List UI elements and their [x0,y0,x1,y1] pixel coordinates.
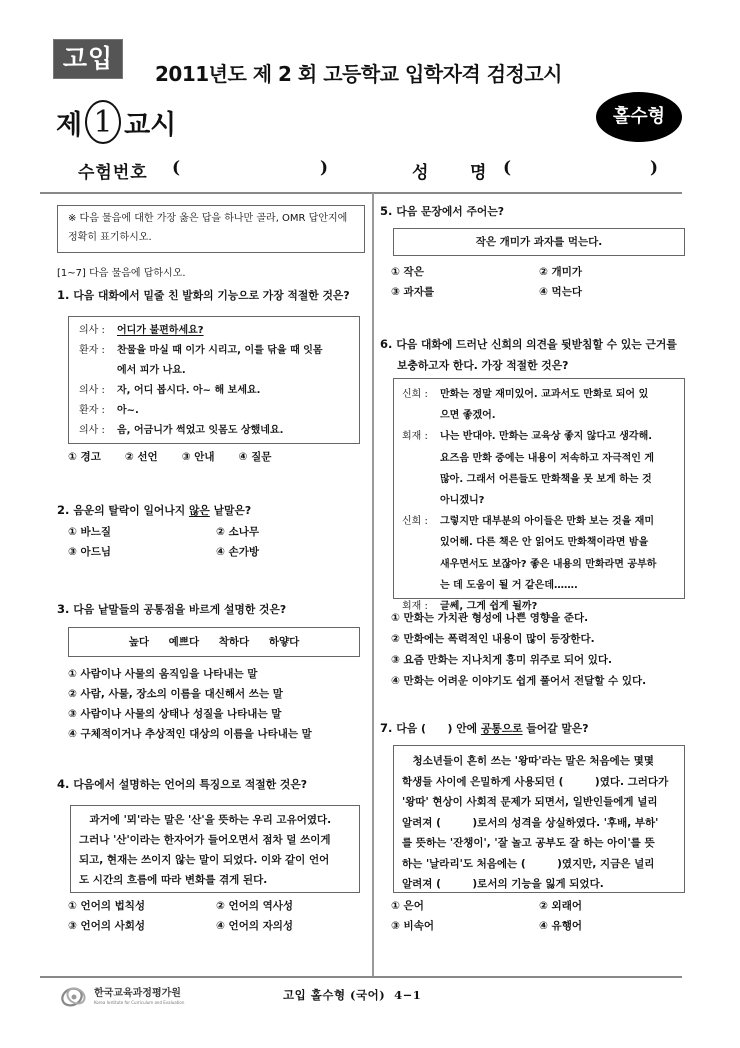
question-5-options [391,262,687,302]
question-7 [380,718,589,739]
dialogue-line [79,381,349,401]
footer-logo [60,984,184,1010]
utterance: 글쎄, 그게 쉽게 될까? [440,601,538,613]
question-5 [380,201,504,222]
utterance: 만화는 정말 재미있어. 교과서도 만화로 되어 있 [440,389,649,400]
question-3-word-box: 높다 예쁘다 착하다 하얗다 [68,627,360,657]
name-paren-close: ) [650,158,659,178]
speaker: 회재 : [402,601,428,613]
dialogue-line [79,321,349,341]
question-4 [57,774,307,795]
question-text: 다음에서 설명하는 언어의 특징으로 적절한 것은? [73,778,308,791]
question-number: 4. [57,777,70,791]
exam-title: 2011년도 제 2 회 고등학교 입학자격 검정고시 [155,62,562,86]
notice-box: ※ 다음 물음에 대한 가장 옳은 답을 하나만 골라, OMR 답안지에 정확히 표기하시오. [57,205,365,253]
utterance-continued: 으면 좋겠어. [440,410,496,422]
question-text: 낱말은? [209,504,252,517]
question-3-options [68,664,312,744]
period-heading [56,100,176,144]
option-3[interactable]: ③ 과자를 [391,286,434,298]
utterance-continued: 새우면서도 보잖아? 좋은 내용의 만화라면 공부하 [440,558,657,570]
option-1[interactable]: ① 언어의 법칙성 [68,900,146,912]
option-3[interactable]: ③ 언어의 사회성 [68,920,146,932]
speaker: 신희 : [402,389,428,400]
option-2[interactable]: ② 개미가 [539,266,582,278]
utterance-continued: 있어해. 다른 책은 안 읽어도 만화책이라면 밤을 [440,537,649,549]
question-number: 7. [380,721,393,735]
utterance: 자, 어디 봅시다. 아~ 해 보세요. [117,385,261,396]
exam-number-label: 수험번호 [78,163,148,183]
footer-divider [40,976,682,978]
passage-line: 도 시간의 흐름에 따라 변화를 겪게 된다. [79,874,268,886]
option-1[interactable]: ① 바느질 [68,526,111,538]
name-label-1: 성 [412,163,429,183]
passage-line: '왕따' 현상이 사회적 문제가 되면서, 일반인들에게 널리 [402,796,658,808]
org-name-ko: 한국교육과정평가원 [94,988,181,999]
question-6-dialogue-box [393,378,685,613]
option-2[interactable]: ② 소나무 [216,526,259,538]
passage-line: 학생들 사이에 은밀하게 사용되던 ( )였다. 그러다가 [402,775,669,788]
question-text: 다음 문장에서 주어는? [396,205,505,218]
option-4[interactable]: ④ 언어의 자의성 [216,920,294,932]
question-1-options [68,447,295,467]
period-prefix: 제 [56,109,83,141]
question-number: 5. [380,204,393,218]
utterance-continued: 많아. 그래서 어른들도 만화책을 못 보게 하는 것 [440,473,652,485]
dialogue-line [402,384,676,405]
option-3[interactable]: ③ 요즘 만화는 지나치게 흥미 위주로 되어 있다. [391,654,613,666]
question-number: 3. [57,602,70,616]
question-text-underlined: 않은 [188,504,210,517]
utterance: 그렇지만 대부분의 아이들은 만화 보는 것을 재미 [440,516,655,528]
question-2-options [68,522,364,562]
question-text: 다음 대화에 드러난 신희의 의견을 뒷받침할 수 있는 근거를 [396,338,677,351]
speaker: 신희 : [402,516,428,528]
utterance: 찬물을 마실 때 이가 시리고, 이를 닦을 때 잇몸 [117,345,323,356]
utterance-continued: 에서 피가 나요. [117,365,186,376]
option-1[interactable]: ① 작은 [391,266,424,278]
speaker: 환자 : [79,405,105,416]
passage-line: 과거에 '뫼'라는 말은 '산'을 뜻하는 우리 고유어였다. [79,814,332,826]
question-1 [57,285,350,306]
exam-number-paren-open: ( [172,158,181,178]
name-paren-open: ( [503,158,512,178]
option-2[interactable]: ② 사람, 사물, 장소의 이름을 대신해서 쓰는 말 [68,688,283,700]
option-2[interactable]: ② 선언 [124,451,158,463]
question-text: 보충하고자 한다. 가장 적절한 것은? [397,359,569,372]
question-number: 6. [380,337,393,351]
question-4-passage-box [70,805,360,893]
question-6 [380,334,677,376]
question-text: 다음 ( ) 안에 [396,722,481,735]
utterance-continued: 아니겠니? [440,495,485,507]
option-1[interactable]: ① 만화는 가치관 형성에 나쁜 영향을 준다. [391,612,589,624]
utterance-continued: 요즈음 만화 중에는 내용이 저속하고 자극적인 게 [440,452,655,464]
option-4[interactable]: ④ 손가방 [216,546,259,558]
question-text: 들어갈 말은? [522,722,589,735]
question-number: 2. [57,503,70,517]
utterance-continued: 는 데 도움이 될 거 같은데……. [440,579,578,591]
speaker: 의사 : [79,425,105,436]
speaker: 의사 : [79,325,105,336]
question-text: 음운의 탈락이 일어나지 [73,504,189,517]
option-2[interactable]: ② 외래어 [539,900,582,912]
exam-number-paren-close: ) [320,158,329,178]
passage-line: 알려져 ( )로서의 기능을 잃게 되었다. [402,878,604,890]
utterance: 나는 반대야. 만화는 교육상 좋지 않다고 생각해. [440,431,653,443]
utterance: 아~. [117,405,139,416]
name-label-2: 명 [470,163,487,183]
period-suffix: 교시 [124,109,177,141]
exam-tag: 고입 [53,39,123,79]
utterance: 음, 어금니가 썩었고 잇몸도 상했네요. [117,425,284,436]
header-divider [40,192,682,194]
instruction: [1~7] 다음 물음에 답하시오. [57,268,186,279]
passage-line: 하는 '날라리'도 처음에는 ( )였지만, 지금은 널리 [402,857,655,870]
dialogue-line [402,511,676,532]
option-1[interactable]: ① 은어 [391,900,424,912]
speaker: 의사 : [79,385,105,396]
question-5-sentence-box: 작은 개미가 과자를 먹는다. [393,228,685,256]
question-3 [57,599,286,620]
passage-line: 청소년들이 흔히 쓰는 '왕따'라는 말은 처음에는 몇몇 [402,755,654,767]
passage-line: 그러나 '산'이라는 한자어가 들어오면서 점차 덜 쓰이게 [79,834,331,846]
speaker: 환자 : [79,345,105,356]
option-4[interactable]: ④ 질문 [238,451,272,463]
question-2 [57,500,251,521]
option-2[interactable]: ② 언어의 역사성 [216,900,294,912]
dialogue-line [79,341,349,361]
org-name-en: Korea Institute for Curriculum and Evaluation [94,1000,185,1005]
option-4[interactable]: ④ 유행어 [539,920,582,932]
option-4[interactable]: ④ 만화는 어려운 이야기도 쉽게 풀어서 전달할 수 있다. [391,675,647,687]
question-text: 다음 낱말들의 공통점을 바르게 설명한 것은? [73,603,287,616]
option-1[interactable]: ① 경고 [68,451,101,463]
kice-logo-icon [60,984,90,1010]
passage-line: 되고, 현재는 쓰이지 않는 말이 되었다. 이와 같이 언어 [79,854,330,866]
question-6-options [391,608,646,692]
page-label: 고입 홀수형 (국어) 4−1 [283,988,422,1002]
option-3[interactable]: ③ 사람이나 사물의 상태나 성질을 나타내는 말 [68,708,282,720]
question-text-underlined: 공통으로 [480,722,523,735]
option-3[interactable]: ③ 비속어 [391,920,434,932]
dialogue-line [402,426,676,447]
passage-line: 알려져 ( )로서의 성격을 상실하였다. '후배, 부하' [402,816,659,829]
question-4-options [68,896,364,936]
question-1-dialogue-box [68,316,360,444]
dialogue-line [79,421,349,441]
option-4[interactable]: ④ 먹는다 [539,286,582,298]
question-7-options [391,896,687,936]
dialogue-line [79,401,349,421]
period-number-circle: 1 [85,100,121,144]
option-4[interactable]: ④ 구체적이거나 추상적인 대상의 이름을 나타내는 말 [68,728,312,740]
option-1[interactable]: ① 사람이나 사물의 움직임을 나타내는 말 [68,668,258,680]
passage-line: 를 뜻하는 '잔챙이', '잘 놀고 공부도 잘 하는 아이'를 뜻 [402,837,655,849]
speaker: 회재 : [402,431,428,443]
question-number: 1. [57,288,70,302]
option-3[interactable]: ③ 안내 [181,451,215,463]
question-text: 다음 대화에서 밑줄 친 발화의 기능으로 가장 적절한 것은? [73,289,350,302]
option-2[interactable]: ② 만화에는 폭력적인 내용이 많이 등장한다. [391,633,595,645]
type-badge: 홀수형 [596,92,682,142]
option-3[interactable]: ③ 아드님 [68,546,111,558]
column-divider [372,193,374,977]
underlined-utterance: 어디가 불편하세요? [117,325,204,336]
question-7-passage-box [393,745,685,893]
